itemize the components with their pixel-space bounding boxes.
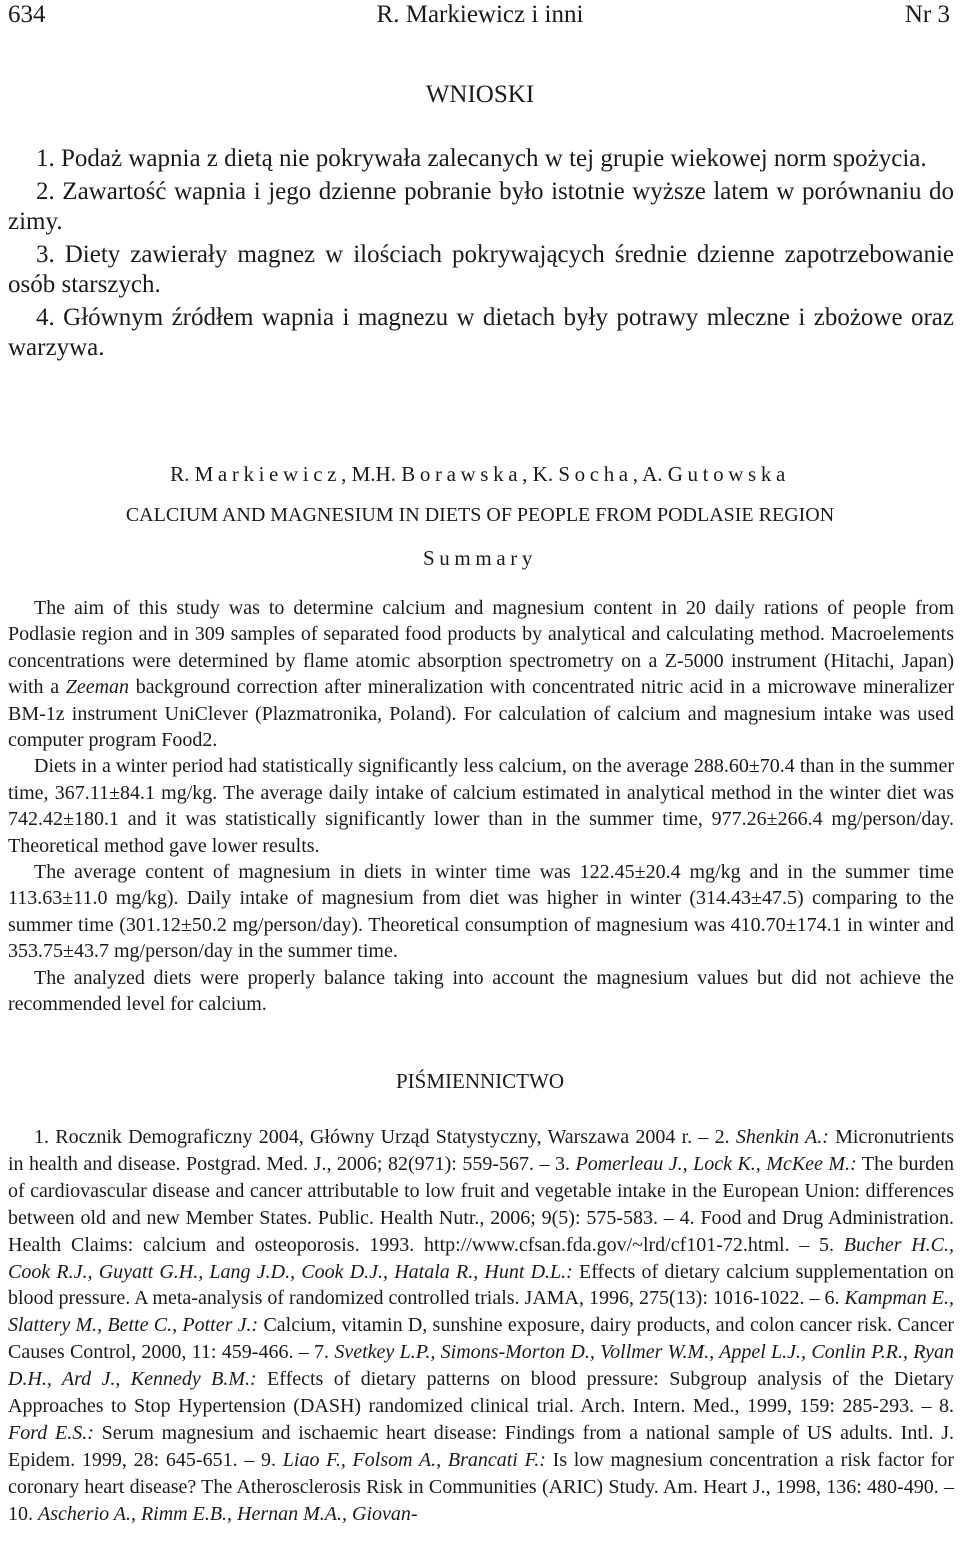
reference-text: Is low magnesium concentration a risk factor for coronary heart disease? The Atherosclerosis Risk in Communities (ARIC) Study. Am. Heart J., 1998, 136: 480-490. – 10. — [8, 1448, 954, 1525]
reference-authors: Kampman E., Slattery M., Bette C., Potter J.: — [8, 1287, 954, 1337]
author-initials: , K. — [522, 462, 559, 486]
summary-text: The aim of this study was to determine calcium and magnesium content in 20 daily rations of people from Podlasie region and in 309 samples of separated food products by analytical and calculating method. Macroelements concentrations were determined by flame atomic absorption spectrometry on a Z-5000 instrument (Hitachi, Japan) with a — [8, 597, 954, 699]
summary-body — [8, 595, 954, 1018]
reference-text: Micronutrients in health and disease. Postgrad. Med. J., 2006; 82(971): 559-567. – 3. — [8, 1126, 955, 1175]
conclusion-item: 4. Głównym źródłem wapnia i magnezu w dietach były potrawy mleczne i zbożowe oraz warzywa. — [8, 304, 954, 361]
author-name: Socha — [558, 462, 633, 486]
issue-number: Nr 3 — [904, 1, 950, 28]
summary-title: CALCIUM AND MAGNESIUM IN DIETS OF PEOPLE FROM PODLASIE REGION — [125, 504, 835, 526]
reference-authors: Bucher H.C., Cook R.J., Guyatt G.H., Lang J.D., Cook D.J., Hatala R., Hunt D.L.: — [8, 1233, 955, 1283]
running-header — [0, 0, 960, 34]
running-title: R. Markiewicz i inni — [376, 1, 584, 28]
author-name: Gutowska — [667, 462, 790, 486]
conclusions-heading: WNIOSKI — [425, 81, 535, 108]
author-name: Borawska — [401, 462, 523, 486]
summary-authors — [0, 461, 960, 487]
references-list — [8, 1124, 954, 1528]
conclusion-item: 1. Podaż wapnia z dietą nie pokrywała zalecanych w tej grupie wiekowej norm spożycia. — [36, 145, 927, 172]
reference-authors: Ford E.S.: — [8, 1421, 94, 1444]
summary-text: background correction after mineralization with concentrated nitric acid in a microwave mineralizer BM-1z instrument UniClever (Plazmatronika, Poland). For calculation of calcium and magnesium intake was used computer program Food2. — [8, 676, 955, 752]
conclusion-item: 2. Zawartość wapnia i jego dzienne pobranie było istotnie wyższe latem w porównaniu do zimy. — [8, 178, 954, 235]
conclusions-list — [8, 144, 954, 363]
reference-text: Calcium, vitamin D, sunshine exposure, dairy products, and colon cancer risk. Cancer Causes Control, 2000, 11: 459-466. – 7. — [8, 1314, 954, 1364]
summary-emphasis: Zeeman — [65, 676, 130, 699]
references-paragraph — [8, 1124, 954, 1528]
page-number: 634 — [8, 1, 46, 28]
summary-paragraph — [8, 595, 954, 753]
summary-paragraph: Diets in a winter period had statistically significantly less calcium, on the average 288.60±70.4 than in the summer time, 367.11±84.1 mg/kg. The average daily intake of calcium estimated in analytical method in the winter diet was 742.42±180.1 and it was statistically significantly lower than in the summer time, 977.26±266.4 mg/person/day. Theoretical method gave lower results. — [8, 755, 954, 857]
reference-authors: Svetkey L.P., Simons-Morton D., Vollmer W.M., Appel L.J., Conlin P.R., Ryan D.H., Ard J., Kennedy B.M.: — [8, 1341, 954, 1391]
reference-authors: Pomerleau J., Lock K., McKee M.: — [575, 1152, 857, 1175]
references-heading: PIŚMIENNICTWO — [396, 1069, 564, 1093]
summary-paragraph: The average content of magnesium in diets in winter time was 122.45±20.4 mg/kg and in the summer time 113.63±11.0 mg/kg). Daily intake of magnesium from diet was higher in winter (314.43±47.5) comparing to the summer time (301.12±50.2 mg/person/day). Theoretical consumption of magnesium was 410.70±174.1 in winter and 353.75±43.7 mg/person/day in the summer time. — [8, 861, 954, 963]
reference-text: Effects of dietary patterns on blood pressure: Subgroup analysis of the Dietary Approaches to Stop Hypertension (DASH) randomized clinical trial. Arch. Intern. Med., 1999, 159: 285-293. – 8. — [8, 1368, 954, 1418]
conclusion-item: 3. Diety zawierały magnez w ilościach pokrywających średnie dzienne zapotrzebowanie osób starszych. — [8, 241, 954, 298]
reference-authors: Ascherio A., Rimm E.B., Hernan M.A., Giovan- — [38, 1502, 418, 1525]
reference-text: 1. Rocznik Demograficzny 2004, Główny Urząd Statystyczny, Warszawa 2004 r. – 2. — [34, 1126, 736, 1148]
reference-authors: Shenkin A.: — [735, 1126, 829, 1148]
summary-paragraph: The analyzed diets were properly balance taking into account the magnesium values but did not achieve the recommended level for calcium. — [8, 966, 954, 1016]
author-initials: R. — [170, 462, 195, 486]
reference-authors: Liao F., Folsom A., Brancati F.: — [282, 1448, 546, 1471]
author-initials: , M.H. — [341, 462, 402, 486]
reference-text: Serum magnesium and ischaemic heart disease: Findings from a national sample of US adults. Intl. J. Epidem. 1999, 28: 645-651. – 9. — [8, 1421, 955, 1471]
author-initials: , A. — [632, 462, 668, 486]
reference-text: Effects of dietary calcium supplementation on blood pressure. A meta-analysis of randomized controlled trials. JAMA, 1996, 275(13): 1016-1022. – 6. — [8, 1260, 954, 1310]
reference-text: The burden of cardiovascular disease and cancer attributable to low fruit and vegetable intake in the European Union: differences between old and new Member States. Public. Health Nutr., 2006; 9(5): 575-583. – 4. Food and Drug Administration. Health Claims: calcium and osteoporosis. 1993. http://www.cfsan.fda.gov/~lrd/cf101-72.html. – 5. — [8, 1152, 954, 1256]
author-name: Markiewicz — [194, 462, 342, 486]
summary-heading: Summary — [422, 546, 537, 570]
